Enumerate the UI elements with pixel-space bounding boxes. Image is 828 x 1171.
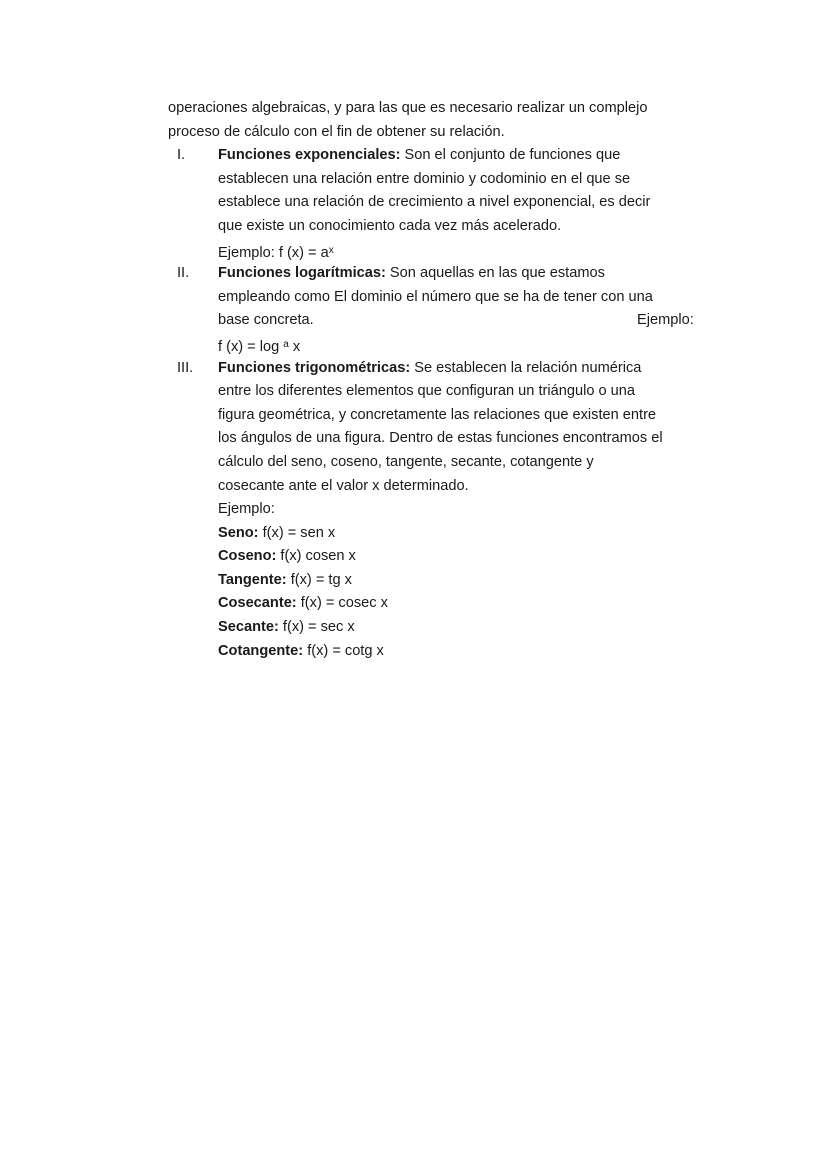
example-line xyxy=(0,333,828,357)
item-title: Funciones logarítmicas: xyxy=(218,265,386,282)
example-label: Seno: xyxy=(218,524,259,541)
item-text: Son el conjunto de funciones que xyxy=(400,147,621,164)
item-text: figura geométrica, y concretamente las relaciones que existen entre xyxy=(218,406,657,423)
item-text: establecen una relación entre dominio y codominio en el que se xyxy=(218,170,631,187)
list-item-exponential xyxy=(0,144,828,168)
list-numeral: II. xyxy=(177,265,190,282)
example-secante xyxy=(0,616,828,640)
example-tangente xyxy=(0,569,828,593)
paragraph-line: proceso de cálculo con el fin de obtener su relación. xyxy=(168,123,505,140)
list-item-trigonometric xyxy=(0,357,828,381)
example-formula: f(x) = sec x xyxy=(278,619,355,636)
paragraph-line: operaciones algebraicas, y para las que es necesario realizar un complejo xyxy=(168,100,648,116)
item-text-end: base concreta. xyxy=(218,312,314,329)
example-formula: f(x) = cosec x xyxy=(296,595,388,612)
item-text: Ejemplo: xyxy=(218,501,275,518)
list-numeral: III. xyxy=(177,359,194,376)
item-text: Son aquellas en las que estamos xyxy=(385,265,605,282)
example-line xyxy=(0,239,828,263)
item-title: Funciones trigonométricas: xyxy=(218,359,411,376)
example-formula: f(x) = tg x xyxy=(286,571,352,588)
example-formula: Ejemplo: f (x) = a xyxy=(218,244,329,261)
item-text: que existe un conocimiento cada vez más acelerado. xyxy=(218,217,562,234)
example-label: Tangente: xyxy=(218,571,287,588)
example-seno xyxy=(0,522,828,546)
item-text xyxy=(0,309,828,333)
item-text: cosecante ante el valor x determinado. xyxy=(218,477,469,494)
example-formula-tail: x xyxy=(288,338,301,355)
item-text: empleando como El dominio el número que se ha de tener con una xyxy=(218,288,653,305)
example-cotangente xyxy=(0,640,828,664)
item-text: los ángulos de una figura. Dentro de estas funciones encontramos el xyxy=(218,430,663,447)
example-label: Cotangente: xyxy=(218,642,304,659)
example-formula: f(x) = sen x xyxy=(258,524,336,541)
exponent: x xyxy=(328,244,334,256)
item-text: cálculo del seno, coseno, tangente, secante, cotangente y xyxy=(218,453,594,470)
item-text: establece una relación de crecimiento a nivel exponencial, es decir xyxy=(218,194,651,211)
example-formula: f(x) cosen x xyxy=(276,548,356,565)
list-numeral: I. xyxy=(177,147,186,164)
item-title: Funciones exponenciales: xyxy=(218,147,401,164)
item-text: entre los diferentes elementos que configuran un triángulo o una xyxy=(218,383,636,400)
example-label: Ejemplo: xyxy=(637,312,694,329)
example-formula: f(x) = cotg x xyxy=(303,642,384,659)
document-page xyxy=(0,97,828,663)
example-label: Cosecante: xyxy=(218,595,297,612)
list-item-logarithmic xyxy=(0,262,828,286)
example-cosecante xyxy=(0,592,828,616)
example-label: Coseno: xyxy=(218,548,277,565)
example-coseno xyxy=(0,545,828,569)
example-label: Secante: xyxy=(218,619,279,636)
example-formula: f (x) = log xyxy=(218,338,280,355)
log-base: a xyxy=(283,338,289,350)
item-text: Se establecen la relación numérica xyxy=(410,359,642,376)
